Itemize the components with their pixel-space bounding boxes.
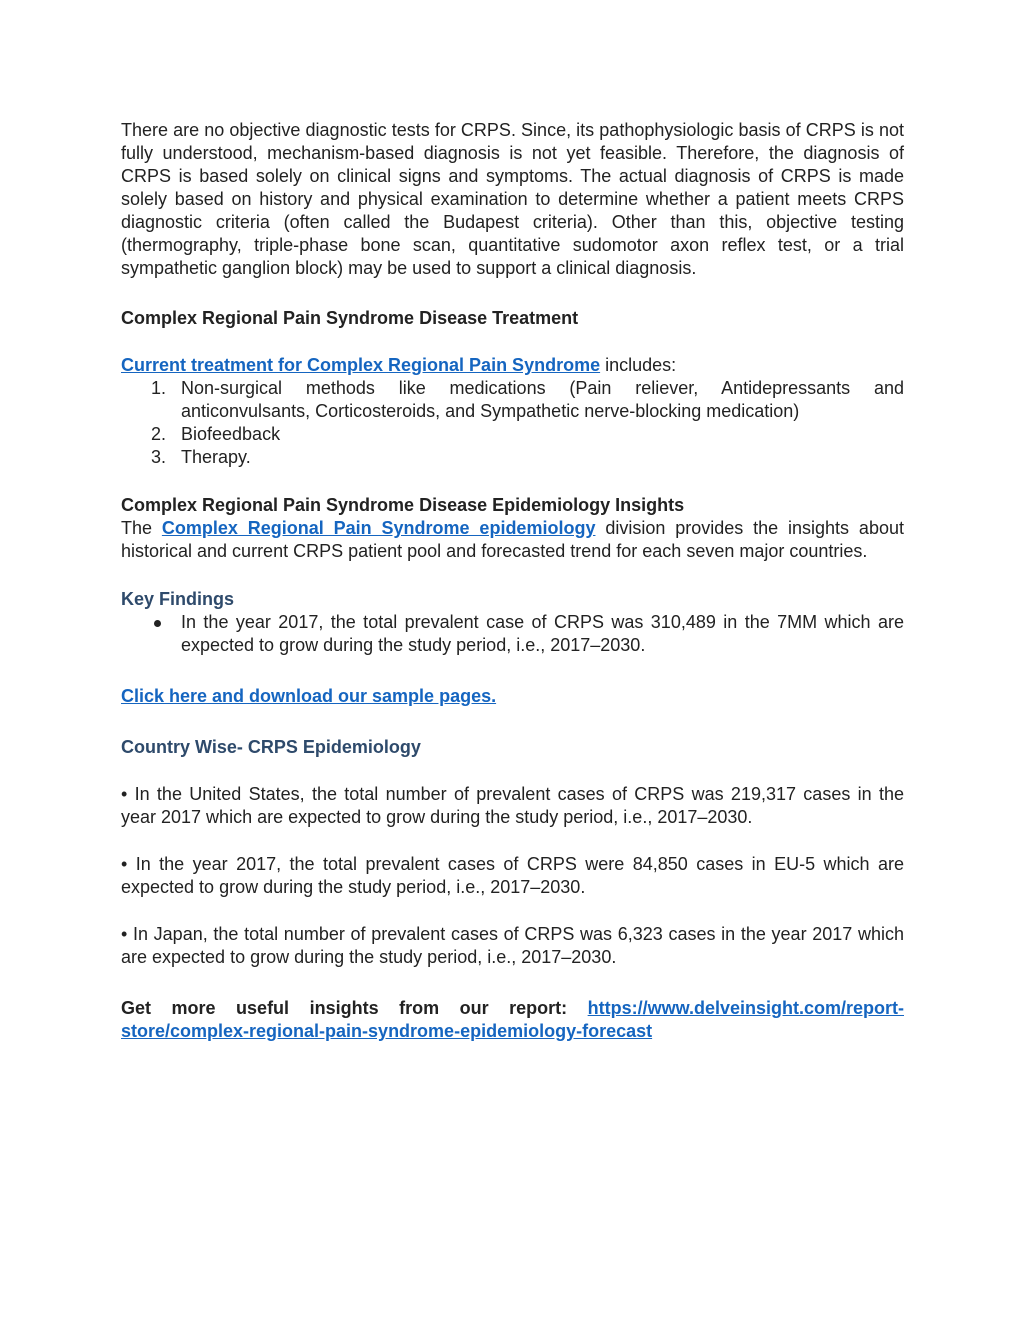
key-findings-list [121,611,904,657]
report-label: Get more useful insights from our report: [121,998,568,1018]
list-number: 2. [151,424,167,444]
key-findings-heading: Key Findings [121,589,235,609]
country-heading: Country Wise- CRPS Epidemiology [121,737,421,757]
epidemiology-heading: Complex Regional Pain Syndrome Disease Epidemiology Insights [121,495,685,515]
treatment-heading: Complex Regional Pain Syndrome Disease Treatment [121,308,579,328]
current-treatment-link[interactable]: Current treatment for Complex Regional Pain Syndrome [121,355,601,375]
list-item [121,611,904,657]
list-item [121,377,904,423]
list-item-text: Non-surgical methods like medications (Pain reliever, Antidepressants and anticonvulsants, Corticosteroids, and Sympathetic nerve-blocking medication) [181,378,904,421]
list-item [121,446,904,469]
country-paragraph-japan: • In Japan, the total number of prevalent cases of CRPS was 6,323 cases in the year 2017 which are expected to grow during the study period, i.e., 2017–2030. [121,924,904,967]
list-item [121,423,904,446]
treatment-list [121,377,904,469]
treatment-intro-suffix: includes: [600,355,677,375]
list-number: 1. [151,378,167,398]
intro-paragraph: There are no objective diagnostic tests for CRPS. Since, its pathophysiologic basis of CRPS is not fully understood, mechanism-based diagnosis is not yet feasible. Therefore, the diagnosis of CRPS is based solely on clinical signs and symptoms. The actual diagnosis of CRPS is made solely based on history and physical examination to determine whether a patient meets CRPS diagnostic criteria (often called the Budapest criteria). Other than this, objective testing (thermography, triple-phase bone scan, quantitative sudomotor axon reflex test, or a trial sympathetic ganglion block) may be used to support a clinical diagnosis. [121,120,904,278]
country-paragraph-eu5: • In the year 2017, the total prevalent cases of CRPS were 84,850 cases in EU-5 which are expected to grow during the study period, i.e., 2017–2030. [121,854,904,897]
list-number: 3. [151,447,167,467]
epidemiology-suffix: division provides the insights about historical and current CRPS patient pool and forecasted trend for each seven major countries. [121,518,904,561]
bullet-icon [154,620,161,627]
epidemiology-paragraph [121,517,904,563]
report-paragraph [121,997,904,1043]
report-url-link[interactable]: https://www.delveinsight.com/report-store/complex-regional-pain-syndrome-epidemiology-forecast [121,998,904,1041]
epidemiology-link[interactable]: Complex Regional Pain Syndrome epidemiology [161,518,596,538]
epidemiology-prefix: The [121,518,162,538]
list-item-text: Therapy. [181,447,251,467]
document-page [121,119,904,1043]
country-paragraph-us: • In the United States, the total number of prevalent cases of CRPS was 219,317 cases in the year 2017 which are expected to grow during the study period, i.e., 2017–2030. [121,784,904,827]
sample-link-row [121,685,904,708]
treatment-intro [121,354,904,377]
list-item-text: In the year 2017, the total prevalent case of CRPS was 310,489 in the 7MM which are expected to grow during the study period, i.e., 2017–2030. [181,612,904,655]
list-item-text: Biofeedback [181,424,281,444]
sample-pages-link[interactable]: Click here and download our sample pages. [121,686,497,706]
